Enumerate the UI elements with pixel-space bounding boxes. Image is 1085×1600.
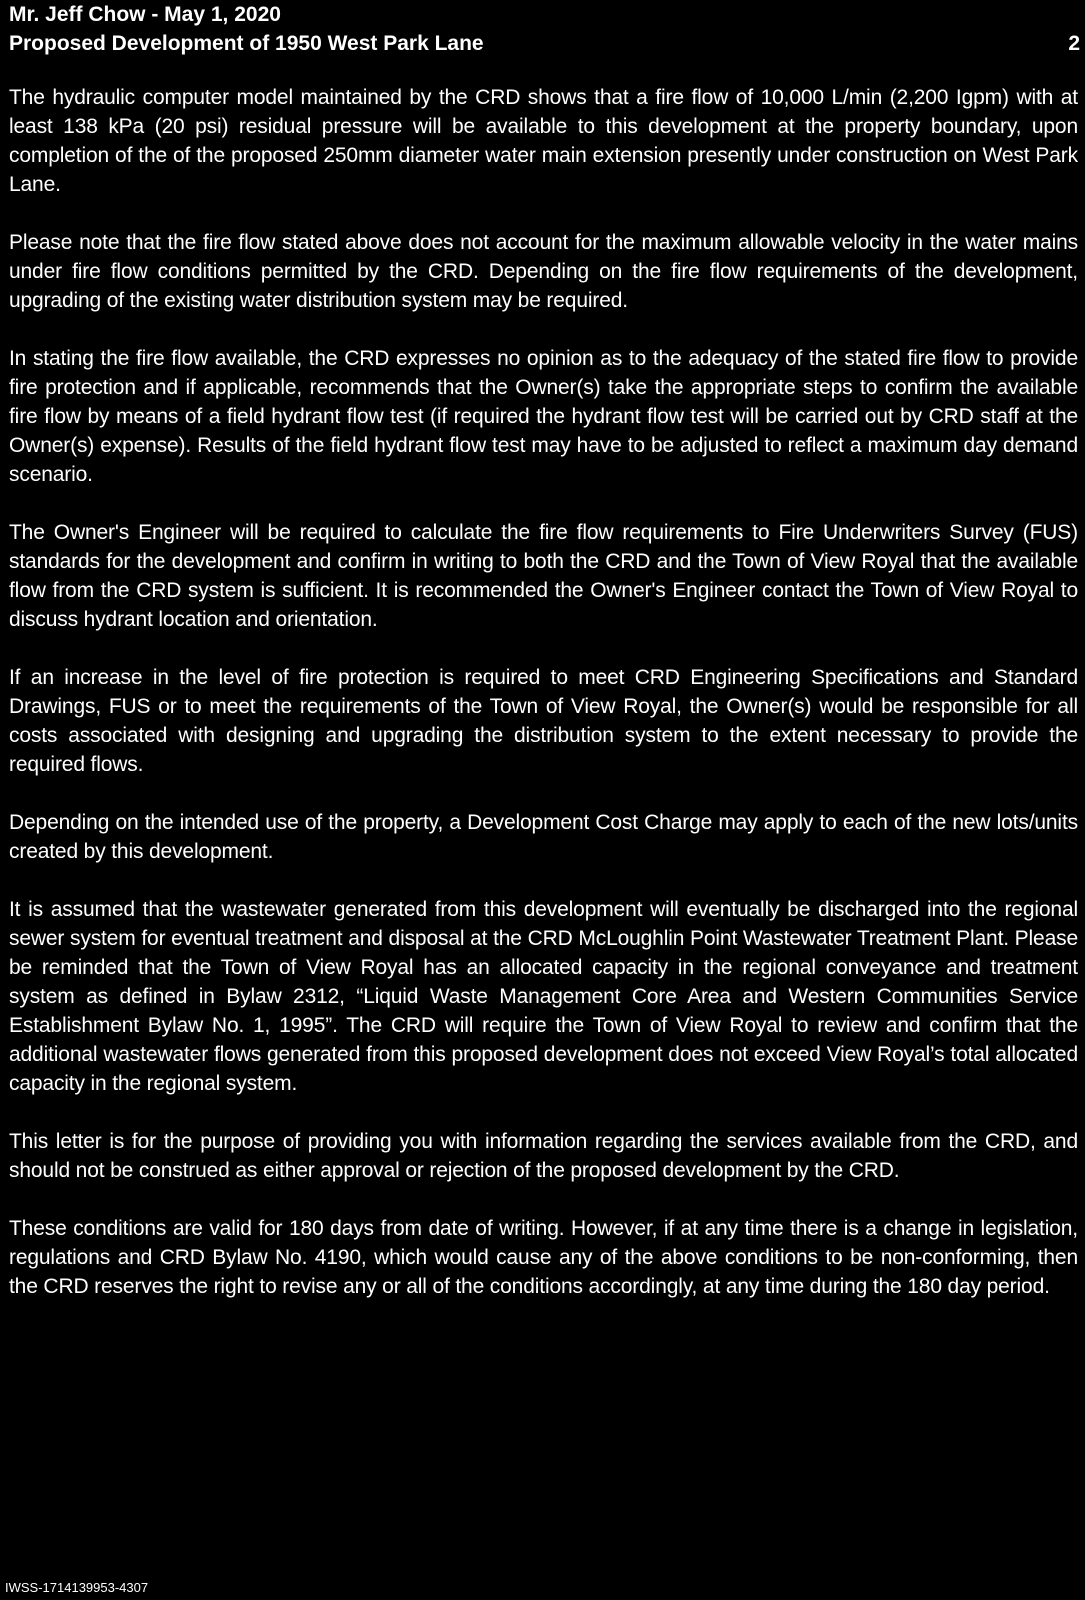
paragraph-hydrant-test: In stating the fire flow available, the CRD expresses no opinion as to the adequacy of the stated fire flow to provide fire protection and if applicable, recommends that the Owner(s) take the appropriate steps to confirm the available fire flow by means of a field hydrant flow test (if required the hydrant flow test will be carried out by CRD staff at the Owner(s) expense). Results of the field hydrant flow test may have to be adjusted to reflect a maximum day demand scenario. — [9, 347, 1078, 486]
paragraph-fire-protection-costs: If an increase in the level of fire protection is required to meet CRD Engineering Specifications and Standard Drawings, FUS or to meet the requirements of the Town of View Royal, the Owner(s) would be responsible for all costs associated with designing and upgrading the distribution system to the extent necessary to provide the required flows. — [9, 666, 1078, 776]
subject-line: Proposed Development of 1950 West Park Lane — [9, 32, 484, 55]
paragraph-letter-purpose: This letter is for the purpose of providing you with information regarding the services available from the CRD, and should not be construed as either approval or rejection of the proposed development by the CRD. — [9, 1130, 1078, 1182]
document-id: IWSS-1714139953-4307 — [5, 1580, 149, 1595]
paragraph-velocity-note: Please note that the fire flow stated above does not account for the maximum allowable velocity in the water mains under fire flow conditions permitted by the CRD. Depending on the fire flow requirements of the development, upgrading of the existing water distribution system may be required. — [9, 231, 1078, 312]
letter-header — [9, 0, 1080, 58]
subject-row — [9, 29, 1080, 58]
paragraph-validity: These conditions are valid for 180 days from date of writing. However, if at any time there is a change in legislation, regulations and CRD Bylaw No. 4190, which would cause any of the above conditions to be non-conforming, then the CRD reserves the right to revise any or all of the conditions accordingly, at any time during the 180 day period. — [9, 1217, 1078, 1298]
recipient-date-line: Mr. Jeff Chow - May 1, 2020 — [9, 3, 281, 26]
paragraph-wastewater: It is assumed that the wastewater generated from this development will eventually be discharged into the regional sewer system for eventual treatment and disposal at the CRD McLoughlin Point Wastewater Treatment Plant. Please be reminded that the Town of View Royal has an allocated capacity in the regional conveyance and treatment system as defined in Bylaw 2312, “Liquid Waste Management Core Area and Western Communities Service Establishment Bylaw No. 1, 1995”. The CRD will require the Town of View Royal to review and confirm that the additional wastewater flows generated from this proposed development does not exceed View Royal’s total allocated capacity in the regional system. — [9, 898, 1078, 1095]
paragraph-fire-flow-model: The hydraulic computer model maintained by the CRD shows that a fire flow of 10,000 L/min (2,200 Igpm) with at least 138 kPa (20 psi) residual pressure will be available to this development at the property boundary, upon completion of the of the proposed 250mm diameter water main extension presently under construction on West Park Lane. — [9, 86, 1078, 196]
page-number: 2 — [1068, 32, 1080, 55]
paragraph-development-cost-charge: Depending on the intended use of the property, a Development Cost Charge may apply to each of the new lots/units created by this development. — [9, 811, 1078, 863]
paragraph-fus-requirements: The Owner's Engineer will be required to calculate the fire flow requirements to Fire Underwriters Survey (FUS) standards for the development and confirm in writing to both the CRD and the Town of View Royal that the available flow from the CRD system is sufficient. It is recommended the Owner's Engineer contact the Town of View Royal to discuss hydrant location and orientation. — [9, 521, 1078, 631]
letter-body — [9, 83, 1078, 1330]
